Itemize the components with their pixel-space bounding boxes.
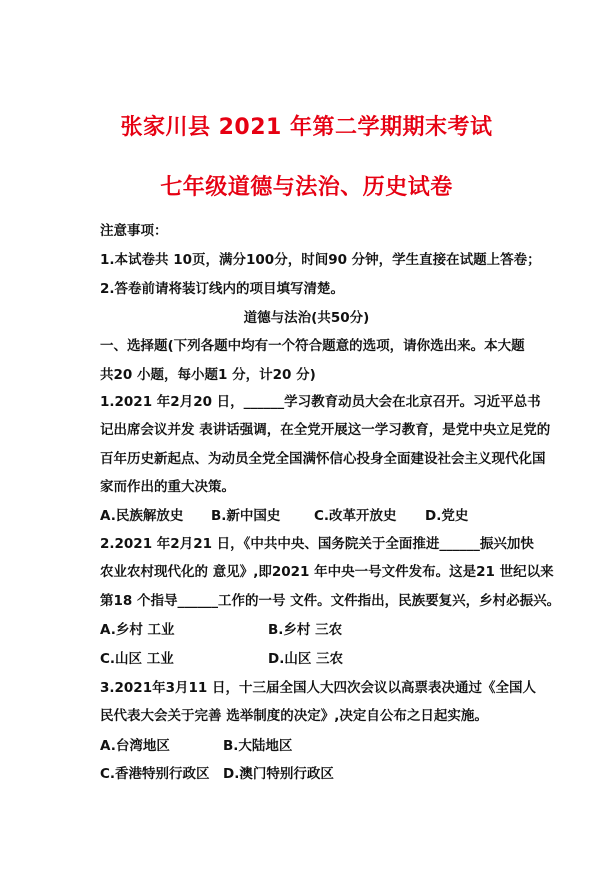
notes-heading: 注意事项： [100, 223, 168, 239]
question-2-text: 农业农村现代化的 意见》,即2021 年中央一号文件发布。这是21 世纪以来 [100, 564, 554, 580]
exam-title: 张家川县 2021 年第二学期期末考试 [120, 115, 493, 140]
question-3-text: 民代表大会关于完善 选举制度的决定》,决定自公布之日起实施。 [100, 708, 488, 724]
section-title: 道德与法治(共50分) [243, 310, 370, 326]
question-2-option-c: C.山区 工业 [100, 651, 174, 667]
question-3-option-b: B.大陆地区 [223, 738, 293, 754]
question-1-option-a: A.民族解放史 [100, 508, 184, 524]
question-2-option-a: A.乡村 工业 [100, 622, 175, 638]
question-3-option-a: A.台湾地区 [100, 738, 170, 754]
notes-item-2: 2.答卷前请将装订线内的项目填写清楚。 [100, 281, 345, 297]
question-1-option-d: D.党史 [425, 508, 469, 524]
question-1-text: 记出席会议并发 表讲话强调，在全党开展这一学习教育，是党中央立足党的 [100, 422, 551, 438]
part1-instruction-line-1: 一、选择题(下列各题中均有一个符合题意的选项，请你选出来。本大题 [100, 338, 525, 354]
question-3-text: 3.2021年3月11 日，十三届全国人大四次会议以高票表决通过《全国人 [100, 680, 536, 696]
question-3-option-d: D.澳门特别行政区 [223, 766, 334, 782]
exam-subtitle: 七年级道德与法治、历史试卷 [160, 175, 453, 200]
part1-instruction-line-2: 共20 小题，每小题1 分，计20 分) [100, 367, 316, 383]
question-2-text: 2.2021 年2月21 日，《中共中央、国务院关于全面推进______振兴加快 [100, 536, 534, 552]
question-1-text: 家而作出的重大决策。 [100, 479, 235, 495]
notes-item-1: 1.本试卷共 10页，满分100分，时间90 分钟，学生直接在试题上答卷； [100, 252, 541, 268]
question-2-option-b: B.乡村 三农 [268, 622, 343, 638]
question-3-option-c: C.香港特别行政区 [100, 766, 210, 782]
question-2-text: 第18 个指导______工作的一号 文件。文件指出，民族要复兴，乡村必振兴。 [100, 593, 561, 609]
question-2-option-d: D.山区 三农 [268, 651, 344, 667]
question-1-text: 百年历史新起点、为动员全党全国满怀信心投身全面建设社会主义现代化国 [100, 451, 546, 467]
question-1-option-b: B.新中国史 [211, 508, 281, 524]
question-1-text: 1.2021 年2月20 日，______学习教育动员大会在北京召开。习近平总书 [100, 394, 541, 410]
question-1-option-c: C.改革开放史 [314, 508, 397, 524]
